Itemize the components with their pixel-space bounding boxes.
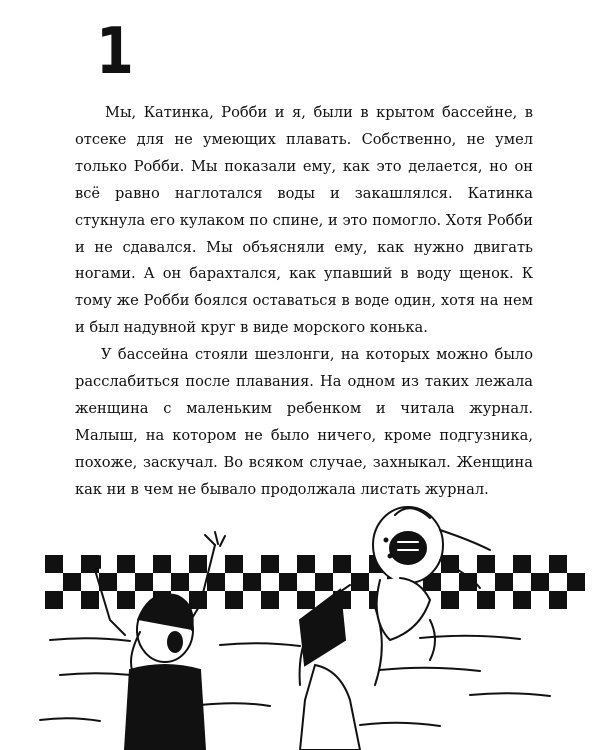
checker-tile <box>171 573 189 591</box>
adult-lifting-baby <box>300 585 382 750</box>
water-ripples <box>40 636 550 726</box>
checker-tile <box>549 555 567 573</box>
pool-illustration <box>0 470 600 750</box>
checker-tile <box>477 591 495 609</box>
checker-tile <box>531 573 549 591</box>
body-text <box>75 100 533 504</box>
chapter-number: 1 <box>96 15 134 89</box>
checker-tile <box>549 591 567 609</box>
checker-tile <box>45 555 63 573</box>
checker-tile <box>315 573 333 591</box>
checker-tile <box>567 573 585 591</box>
checker-tile <box>243 573 261 591</box>
checker-tile <box>135 573 153 591</box>
paragraph-2: У бассейна стояли шезлонги, на которых можно было расслабиться после плавания. На одном из таких лежала женщина с маленьким ребенком и читала журнал. Малыш, на котором не было ничего, кроме подгузника, похоже, заскучал. Во всяком случае, захныкал. Женщина как ни в чем не бывало продолжала листать журнал. <box>75 346 533 498</box>
checker-tile <box>117 591 135 609</box>
paragraph-1: Мы, Катинка, Робби и я, были в крытом бассейне, в отсеке для не умеющих плавать. Собственно, не умел только Робби. Мы показали ему, как это делается, но он всё равно наглотался воды и закашлялся. Катинка стукнула его кулаком по спине, и это помогло. Хотя Робби и не сдавался. Мы объясняли ему, как нужно двигать ногами. А он барахтался, как упавший в воду щенок. К тому же Робби боялся оставаться в воде один, хотя на нем и был надувной круг в виде морского конька. <box>75 104 533 337</box>
checker-tile <box>99 573 117 591</box>
checker-tile <box>189 555 207 573</box>
checker-tile <box>513 591 531 609</box>
checker-tile <box>351 573 369 591</box>
checker-tile <box>63 573 81 591</box>
checker-tile <box>153 555 171 573</box>
checker-tile <box>297 555 315 573</box>
checker-tile <box>441 555 459 573</box>
checker-tile <box>45 591 63 609</box>
checkered-wall <box>45 555 585 609</box>
checker-tile <box>333 555 351 573</box>
checker-tile <box>279 573 297 591</box>
checker-tile <box>207 573 225 591</box>
checker-tile <box>495 573 513 591</box>
checker-tile <box>441 591 459 609</box>
checker-tile <box>81 591 99 609</box>
checker-tile <box>477 555 495 573</box>
checker-tile <box>261 591 279 609</box>
checker-tile <box>513 555 531 573</box>
checker-tile <box>225 591 243 609</box>
checker-tile <box>297 591 315 609</box>
checker-tile <box>117 555 135 573</box>
checker-tile <box>225 555 243 573</box>
checker-tile <box>261 555 279 573</box>
checker-tile <box>189 591 207 609</box>
